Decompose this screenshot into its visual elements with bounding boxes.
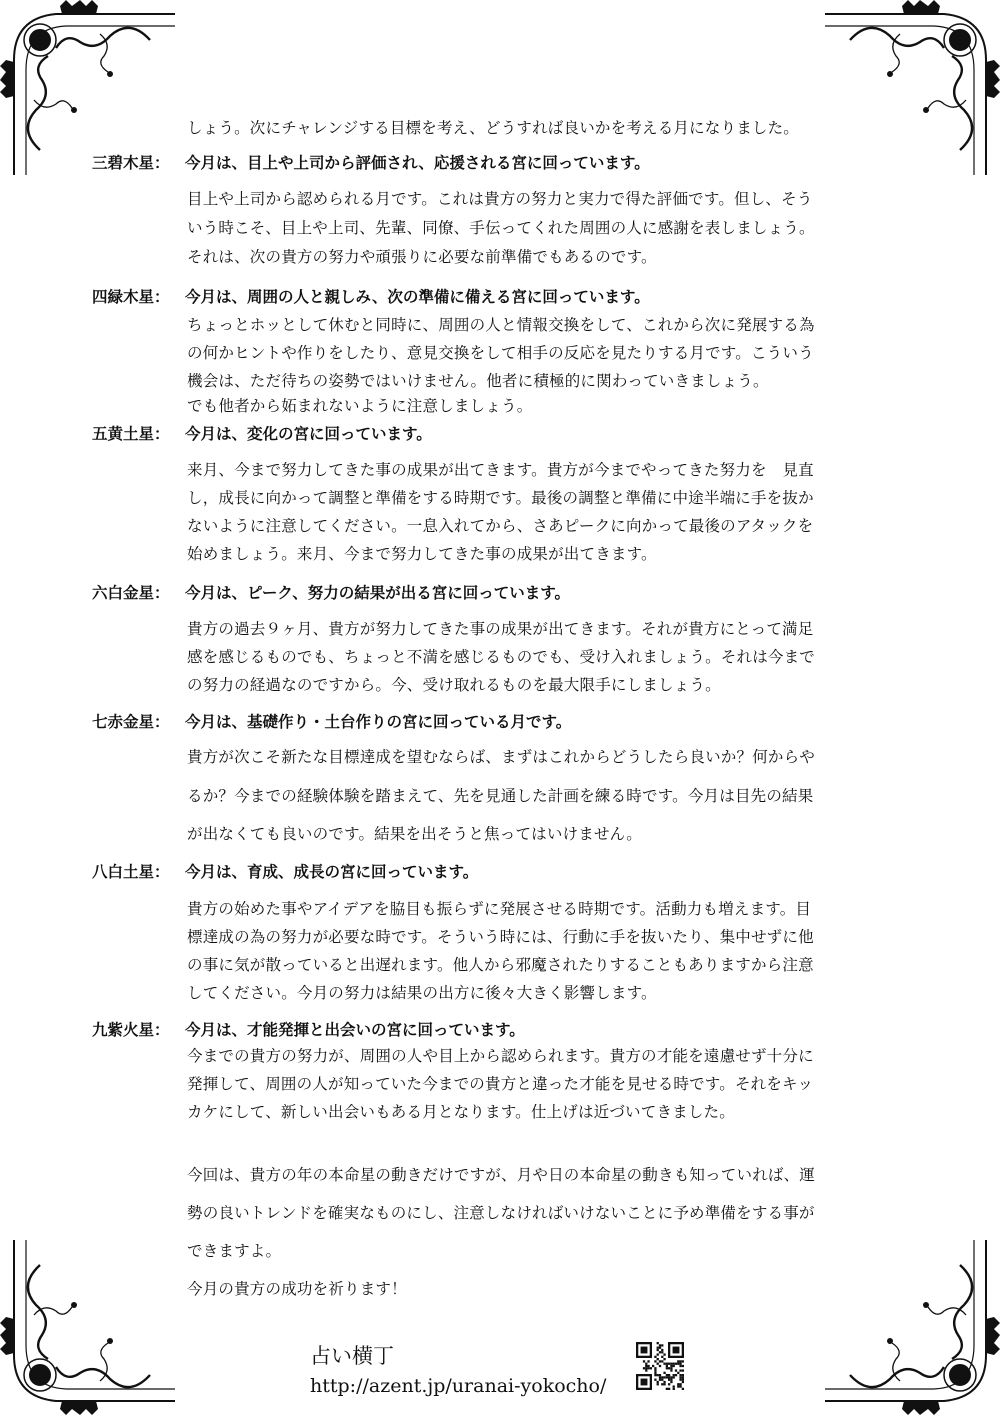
star-text-line: いう時こそ、目上や上司、先輩、同僚、手伝ってくれた周囲の人に感謝を表しましょう。 <box>187 219 815 237</box>
star-heading-kyushi: 今月は、才能発揮と出会いの宮に回っています。 <box>185 1021 525 1039</box>
corner-ornament-bottom-left-icon <box>0 1240 175 1415</box>
star-name-shichiseki: 七赤金星： <box>92 713 170 731</box>
star-text-line: の事に気が散っていると出遅れます。他人から邪魔されたりすることもありますから注意 <box>187 956 814 974</box>
footer-url-link[interactable]: http://azent.jp/uranai-yokocho/ <box>310 1375 607 1397</box>
star-text-line: 貴方の始めた事やアイデアを脇目も振らずに発展させる時期です。活動力も増えます。目 <box>187 900 812 918</box>
corner-ornament-top-right-icon <box>825 0 1000 175</box>
star-text-line: 来月、今まで努力してきた事の成果が出てきます。貴方が今までやってきた努力を 見直 <box>187 461 814 479</box>
star-text-line: 貴方が次こそ新たな目標達成を望むならば、まずはこれからどうしたら良いか？何からや <box>187 748 816 766</box>
star-name-sanpeki: 三碧木星： <box>92 154 170 172</box>
star-text-line: 目上や上司から認められる月です。これは貴方の努力と実力で得た評価です。但し、そう <box>187 190 813 208</box>
star-heading-happaku: 今月は、育成、成長の宮に回っています。 <box>185 863 479 881</box>
closing-line: できますよ。 <box>187 1242 282 1260</box>
star-text-line: 標達成の為の努力が必要な時です。そういう時には、行動に手を抜いたり、集中せずに他 <box>187 928 814 946</box>
star-heading-goou: 今月は、変化の宮に回っています。 <box>185 425 432 443</box>
star-name-happaku: 八白土星： <box>92 863 170 881</box>
star-text-line: の努力の経過なのですから。今、受け取れるものを最大限手にしましょう。 <box>187 676 721 694</box>
star-text-line: でも他者から妬まれないように注意しましょう。 <box>187 397 533 415</box>
star-text-line: 発揮して、周囲の人が知っていた今までの貴方と違った才能を見せる時です。それをキッ <box>187 1075 814 1093</box>
star-name-goou: 五黄土星： <box>92 425 170 443</box>
qr-code-icon[interactable] <box>636 1342 684 1390</box>
corner-ornament-top-left-icon <box>0 0 175 175</box>
star-heading-shichiseki: 今月は、基礎作り・土台作りの宮に回っている月です。 <box>185 713 572 731</box>
star-text-line: 貴方の過去９ヶ月、貴方が努力してきた事の成果が出てきます。それが貴方にとって満足 <box>187 620 814 638</box>
star-name-shiroku: 四緑木星： <box>92 288 170 306</box>
star-text-line: 感を感じるものでも、ちょっと不満を感じるものでも、受け入れましょう。それは今まで <box>187 648 816 666</box>
corner-ornament-bottom-right-icon <box>825 1240 1000 1415</box>
star-name-kyushi: 九紫火星： <box>92 1021 170 1039</box>
star-text-line: し，成長に向かって調整と準備をする時期です。最後の調整と準備に中途半端に手を抜か <box>187 489 814 507</box>
star-text-line: 始めましょう。来月、今まで努力してきた事の成果が出てきます。 <box>187 545 657 563</box>
closing-line: 勢の良いトレンドを確実なものにし、注意しなければいけないことに予め準備をする事が <box>187 1204 815 1222</box>
star-text-line: 今までの貴方の努力が、周囲の人や目上から認められます。貴方の才能を遠慮せず十分に <box>187 1047 814 1065</box>
star-text-line: ちょっとホッとして休むと同時に、周囲の人と情報交換をして、これから次に発展する為 <box>187 316 815 334</box>
star-text-line: 機会は、ただ待ちの姿勢ではいけません。他者に積極的に関わっていきましょう。 <box>187 372 769 390</box>
closing-final-line: 今月の貴方の成功を祈ります！ <box>187 1280 407 1298</box>
intro-line: しょう。次にチャレンジする目標を考え、どうすれば良いかを考える月になりました。 <box>187 119 799 137</box>
star-text-line: が出なくても良いのです。結果を出そうと焦ってはいけません。 <box>187 825 642 843</box>
star-name-roppaku: 六白金星： <box>92 584 170 602</box>
star-text-line: るか？今までの経験体験を踏まえて、先を見通した計画を練る時です。今月は目先の結果 <box>187 787 814 805</box>
star-text-line: の何かヒントや作りをしたり、意見交換をして相手の反応を見たりする月です。こういう <box>187 344 814 362</box>
closing-line: 今回は、貴方の年の本命星の動きだけですが、月や日の本命星の動きも知っていれば、運 <box>187 1166 816 1184</box>
star-text-line: カケにして、新しい出会いもある月となります。仕上げは近づいてきました。 <box>187 1103 735 1121</box>
star-heading-sanpeki: 今月は、目上や上司から評価され、応援される宮に回っています。 <box>185 154 650 172</box>
star-text-line: それは、次の貴方の努力や頑張りに必要な前準備でもあるのです。 <box>187 248 657 266</box>
star-text-line: ないように注意してください。一息入れてから、さあピークに向かって最後のアタックを <box>187 517 814 535</box>
star-heading-roppaku: 今月は、ピーク、努力の結果が出る宮に回っています。 <box>185 584 571 602</box>
star-heading-shiroku: 今月は、周囲の人と親しみ、次の準備に備える宮に回っています。 <box>185 288 650 306</box>
footer-brand-name: 占い横丁 <box>310 1344 394 1368</box>
star-text-line: してください。今月の努力は結果の出方に後々大きく影響します。 <box>187 984 657 1002</box>
